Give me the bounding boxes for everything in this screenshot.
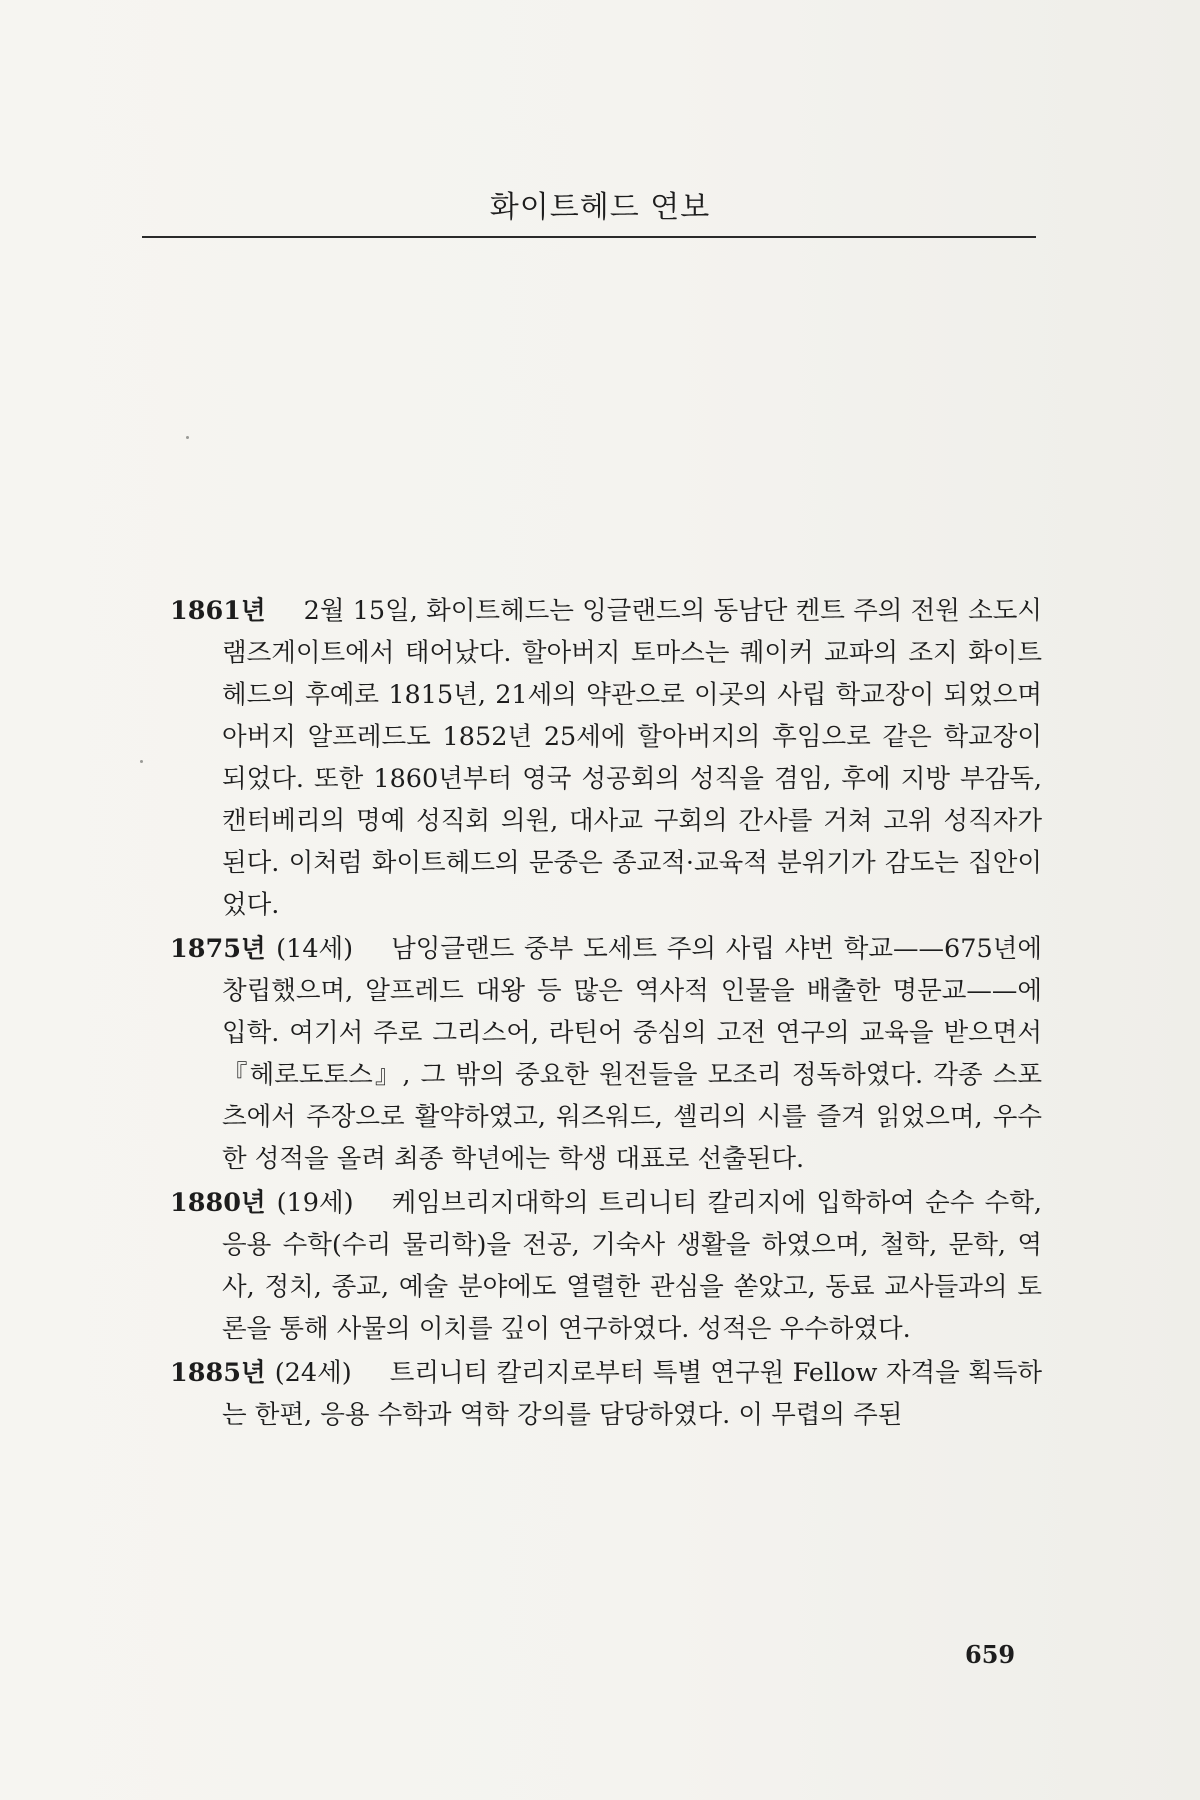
entry-age: (19세) <box>276 1188 354 1218</box>
paper-speck <box>140 760 143 763</box>
entry-text: 트리니티 칼리지로부터 특별 연구원 Fellow 자격을 획득하는 한편, 응용 수학과 역학 강의를 담당하였다. 이 무렵의 주된 <box>222 1358 1042 1430</box>
entry-age: (14세) <box>276 934 354 964</box>
entry-year <box>170 596 266 626</box>
entry-year <box>170 934 353 964</box>
entry-year-label: 1880년 <box>170 1188 266 1218</box>
entry-text: 케임브리지대학의 트리니티 칼리지에 입학하여 순수 수학, 응용 수학(수리 물리학)을 전공, 기숙사 생활을 하였으며, 철학, 문학, 역사, 정치, 종교, 예술 분야에도 열렬한 관심을 쏟았고, 동료 교사들과의 토론을 통해 사물의 이치를 깊이 연구하였다. 성적은 우수하였다. <box>222 1188 1042 1344</box>
entry-age: (24세) <box>274 1358 352 1388</box>
page-number: 659 <box>965 1640 1016 1669</box>
chronology-entry-1861 <box>170 590 1042 926</box>
paper-speck <box>186 436 189 439</box>
entry-year-label: 1861년 <box>170 596 266 626</box>
running-head: 화이트헤드 연보 <box>489 190 711 225</box>
chronology-entry-1880 <box>170 1182 1042 1350</box>
entry-year <box>170 1358 352 1388</box>
entry-text: 2월 15일, 화이트헤드는 잉글랜드의 동남단 켄트 주의 전원 소도시 램즈게이트에서 태어났다. 할아버지 토마스는 퀘이커 교파의 조지 화이트헤드의 후예로 1815년, 21세의 약관으로 이곳의 사립 학교장이 되었으며 아버지 알프레드도 1852년 25세에 할아버지의 후임으로 같은 학교장이 되었다. 또한 1860년부터 영국 성공회의 성직을 겸임, 후에 지방 부감독, 캔터베리의 명예 성직회 의원, 대사교 구회의 간사를 거쳐 고위 성직자가 된다. 이처럼 화이트헤드의 문중은 종교적·교육적 분위기가 감도는 집안이었다. <box>222 596 1042 920</box>
entry-year-label: 1885년 <box>170 1358 266 1388</box>
entry-year-label: 1875년 <box>170 934 266 964</box>
entry-year <box>170 1188 354 1218</box>
chronology-entry-1875 <box>170 928 1042 1180</box>
chronology-entries <box>170 590 1042 1438</box>
chronology-entry-1885 <box>170 1352 1042 1436</box>
header-rule <box>142 236 1036 238</box>
entry-text: 남잉글랜드 중부 도세트 주의 사립 샤번 학교——675년에 창립했으며, 알프레드 대왕 등 많은 역사적 인물을 배출한 명문교——에 입학. 여기서 주로 그리스어, 라틴어 중심의 고전 연구의 교육을 받으면서 『헤로도토스』, 그 밖의 중요한 원전들을 모조리 정독하였다. 각종 스포츠에서 주장으로 활약하였고, 워즈워드, 셸리의 시를 즐겨 읽었으며, 우수한 성적을 올려 최종 학년에는 학생 대표로 선출된다. <box>222 934 1042 1174</box>
